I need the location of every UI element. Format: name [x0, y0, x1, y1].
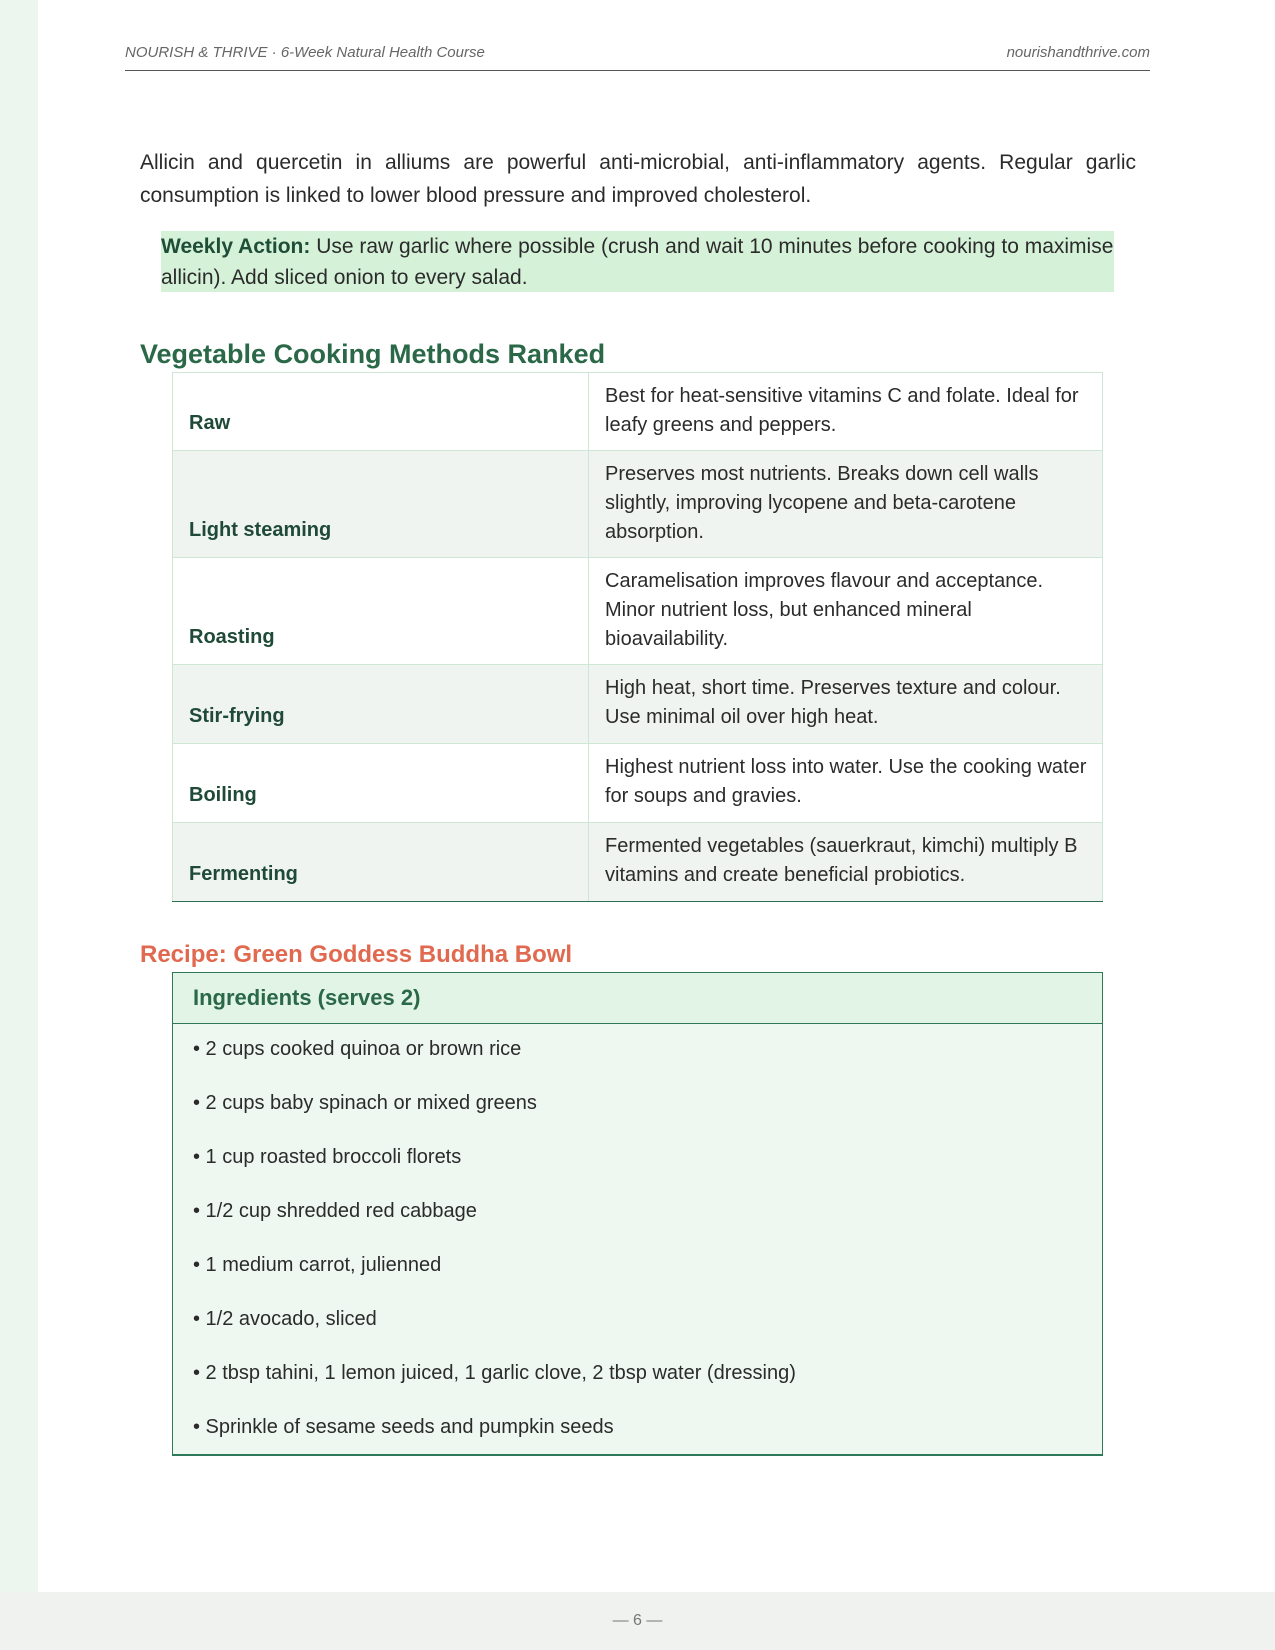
- method-description: Highest nutrient loss into water. Use the cooking water for soups and gravies.: [589, 744, 1103, 823]
- method-description: High heat, short time. Preserves texture and colour. Use minimal oil over high heat.: [589, 665, 1103, 744]
- callout-text: Use raw garlic where possible (crush and wait 10 minutes before cooking to maximise allicin). Add sliced onion to every salad.: [161, 235, 1114, 289]
- method-description: Best for heat-sensitive vitamins C and folate. Ideal for leafy greens and peppers.: [589, 373, 1103, 451]
- table-row: [173, 744, 1103, 823]
- list-item: • 1 cup roasted broccoli florets: [193, 1146, 462, 1168]
- list-item: • 1/2 avocado, sliced: [193, 1308, 377, 1330]
- list-item: • 2 cups cooked quinoa or brown rice: [193, 1038, 522, 1060]
- methods-heading: Vegetable Cooking Methods Ranked: [140, 339, 606, 369]
- page-header: [125, 42, 1150, 71]
- list-item: • 2 cups baby spinach or mixed greens: [193, 1092, 537, 1114]
- list-item: • 1 medium carrot, julienned: [193, 1254, 442, 1276]
- list-item: • Sprinkle of sesame seeds and pumpkin seeds: [193, 1416, 614, 1438]
- method-name: Roasting: [173, 558, 589, 665]
- cooking-methods-table: [172, 372, 1103, 902]
- header-course-title: NOURISH & THRIVE · 6-Week Natural Health Course: [125, 44, 485, 61]
- method-description: Fermented vegetables (sauerkraut, kimchi) multiply B vitamins and create beneficial probiotics.: [589, 823, 1103, 902]
- table-row: [173, 451, 1103, 558]
- page-footer: [0, 1592, 1275, 1650]
- weekly-action-callout: [161, 231, 1114, 292]
- list-item: • 1/2 cup shredded red cabbage: [193, 1200, 477, 1222]
- method-name: Light steaming: [173, 451, 589, 558]
- callout-label: Weekly Action:: [161, 235, 311, 258]
- method-name: Raw: [173, 373, 589, 451]
- ingredients-box: [172, 972, 1103, 1456]
- intro-paragraph: Allicin and quercetin in alliums are powerful anti-microbial, anti-inflammatory agents. Regular garlic consumption is linked to lower blood pressure and improved cholesterol.: [140, 151, 1136, 207]
- ingredients-heading: Ingredients (serves 2): [173, 973, 1102, 1024]
- table-row: [173, 558, 1103, 665]
- page-number: — 6 —: [612, 1612, 663, 1629]
- method-name: Stir-frying: [173, 665, 589, 744]
- method-name: Boiling: [173, 744, 589, 823]
- list-item: • 2 tbsp tahini, 1 lemon juiced, 1 garlic clove, 2 tbsp water (dressing): [193, 1362, 796, 1384]
- table-row: [173, 373, 1103, 451]
- table-row: [173, 665, 1103, 744]
- method-description: Caramelisation improves flavour and acceptance. Minor nutrient loss, but enhanced mineral bioavailability.: [589, 558, 1103, 665]
- method-description: Preserves most nutrients. Breaks down cell walls slightly, improving lycopene and beta-carotene absorption.: [589, 451, 1103, 558]
- header-website: nourishandthrive.com: [1006, 44, 1150, 61]
- table-row: [173, 823, 1103, 902]
- side-stripe: [0, 0, 38, 1650]
- recipe-heading: Recipe: Green Goddess Buddha Bowl: [140, 941, 573, 968]
- method-name: Fermenting: [173, 823, 589, 902]
